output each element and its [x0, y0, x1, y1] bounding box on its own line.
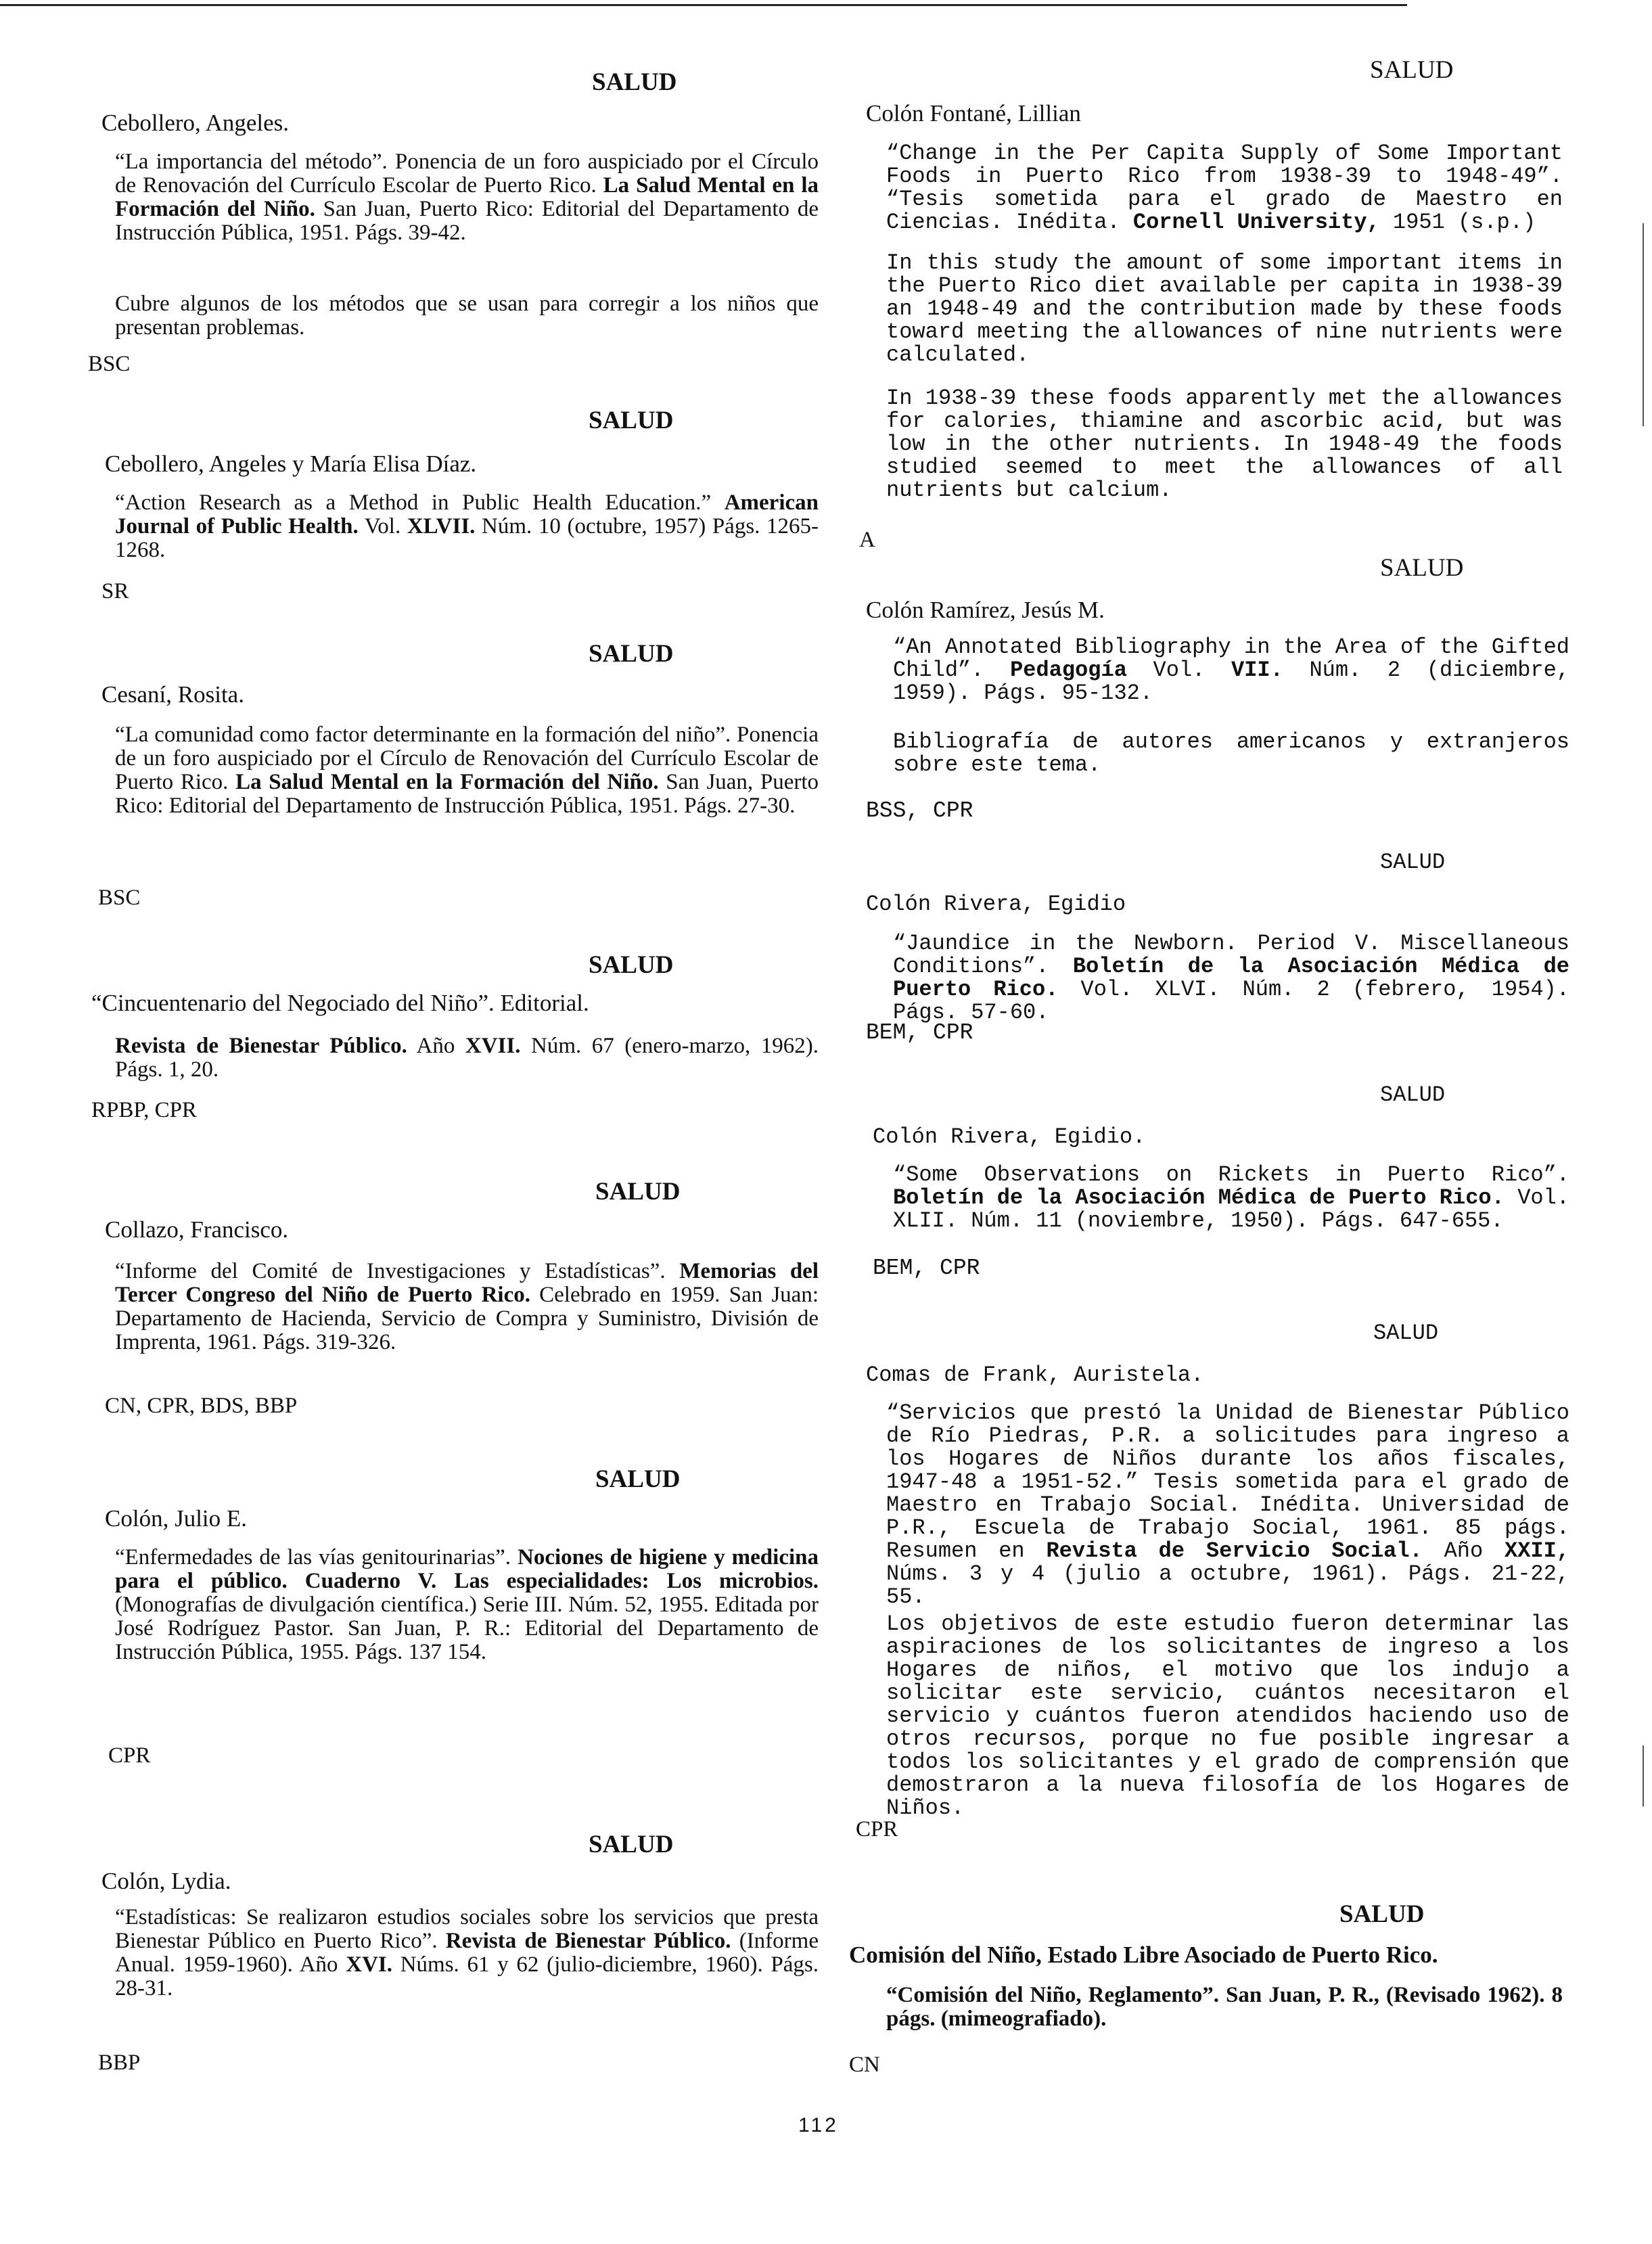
library-code: CPR: [108, 1743, 151, 1768]
citation-segment: Boletín de la Asociación Médica de Puerto Rico.: [893, 1185, 1505, 1210]
citation-segment: VII.: [1231, 658, 1283, 683]
entry-citation: [893, 636, 1569, 705]
entry-citation: [115, 1034, 819, 1082]
entry-author: Colón Fontané, Lillian: [866, 100, 1081, 127]
entry-abstract: Bibliografía de autores americanos y extranjeros sobre este tema.: [893, 729, 1569, 777]
entry-citation: [115, 1906, 819, 2000]
entry-citation: [115, 1546, 819, 1664]
citation-segment: Revista de Bienestar Público.: [115, 1034, 407, 1058]
citation-segment: Pedagogía: [1010, 658, 1127, 683]
citation-segment: XLVII.: [407, 514, 476, 539]
subject-heading: SALUD: [1380, 554, 1464, 582]
citation-segment: Vol.: [358, 514, 407, 539]
citation-segment: Año: [407, 1034, 465, 1058]
citation-segment: “La importancia del método”. Ponencia de un foro auspiciado por el Círculo de Renovación del Currículo Escolar de Puerto Rico.: [115, 150, 819, 198]
entry-citation: [115, 723, 819, 818]
citation-segment: “Servicios que prestó la Unidad de Bienestar Público de Río Piedras, P.R. a solicitudes para ingreso a los Hogares de Niños durante los años fiscales, 1947-48 a 1951-52.” Tesis sometida para el grado de Maestro en Trabajo Social. Inédita. Universidad de P.R., Escuela de Trabajo Social, 1961. 85 págs. Resumen en: [886, 1400, 1569, 1563]
entry-citation: [115, 150, 819, 245]
citation-segment: “Informe del Comité de Investigaciones y Estadísticas”.: [115, 1259, 680, 1283]
citation-segment: Vol. XLII. Núm. 11 (noviembre, 1950). Págs. 647-655.: [893, 1185, 1570, 1233]
entry-citation: [886, 1984, 1563, 2031]
citation-segment: Nociones de higiene y medicina para el público. Cuaderno V. Las especialidades: Los microbios.: [115, 1545, 819, 1593]
citation-segment: XVII.: [465, 1034, 521, 1058]
subject-heading: SALUD: [592, 68, 677, 96]
entry-author: “Cincuentenario del Negociado del Niño”. Editorial.: [91, 990, 589, 1016]
entry-author: Cebollero, Angeles.: [101, 110, 290, 136]
margin-mark: [1643, 1745, 1644, 1806]
entry-author: Collazo, Francisco.: [105, 1216, 289, 1243]
subject-heading: SALUD: [1380, 850, 1446, 875]
top-rule: [0, 4, 1407, 6]
subject-heading: SALUD: [589, 1831, 674, 1858]
entry-author: Colón Rivera, Egidio.: [873, 1124, 1146, 1149]
citation-segment: Núm. 2 (diciembre, 1959). Págs. 95-132.: [893, 658, 1570, 706]
citation-segment: “An Annotated Bibliography in the Area of the Gifted Child”.: [893, 635, 1569, 683]
subject-heading: SALUD: [595, 1178, 681, 1206]
citation-segment: Núm. 67 (enero-marzo, 1962). Págs. 1, 20.: [115, 1034, 819, 1082]
citation-segment: Revista de Bienestar Público.: [445, 1929, 731, 1953]
citation-segment: San Juan, Puerto Rico: Editorial del Departamento de Instrucción Pública, 1951. Págs. 27-30.: [115, 770, 819, 818]
citation-segment: American Journal of Public Health.: [115, 490, 819, 539]
citation-segment: (Informe Anual. 1959-1960). Año: [115, 1929, 819, 1977]
margin-mark: [1643, 223, 1644, 426]
entry-citation: [893, 1164, 1569, 1233]
citation-segment: “Comisión del Niño, Reglamento”. San Juan, P. R., (Revisado 1962). 8 págs. (mimeografiado).: [886, 1983, 1563, 2031]
citation-segment: “Estadísticas: Se realizaron estudios sociales sobre los servicios que presta Bienestar Público en Puerto Rico”.: [115, 1905, 819, 1953]
subject-heading: SALUD: [589, 407, 674, 434]
citation-segment: San Juan, Puerto Rico: Editorial del Departamento de Instrucción Pública, 1951. Págs. 39-42.: [115, 197, 819, 245]
subject-heading: SALUD: [1373, 1321, 1439, 1346]
library-code: BEM, CPR: [866, 1020, 973, 1045]
subject-heading: SALUD: [1370, 56, 1454, 84]
citation-segment: Memorias del Tercer Congreso del Niño de Puerto Rico.: [115, 1259, 819, 1307]
entry-citation: [893, 932, 1569, 1024]
citation-segment: La Salud Mental en la Formación del Niño.: [115, 173, 819, 221]
citation-segment: Vol. XLVI. Núm. 2 (febrero, 1954). Págs. 57-60.: [893, 977, 1569, 1025]
subject-heading: SALUD: [589, 640, 674, 668]
entry-author: Comas de Frank, Auristela.: [866, 1363, 1204, 1388]
library-code: SR: [101, 579, 129, 603]
citation-segment: (Monografías de divulgación científica.) Serie III. Núm. 52, 1955. Editada por José Rodríguez Pastor. San Juan, P. R.: Editorial del Departamento de Instrucción Pública, 1955. Págs. 137 154.: [115, 1593, 819, 1664]
citation-segment: Núms. 3 y 4 (julio a octubre, 1961). Págs. 21-22, 55.: [886, 1561, 1569, 1609]
citation-segment: Boletín de la Asociación Médica de Puerto Rico.: [893, 954, 1570, 1002]
entry-author: Colón, Lydia.: [101, 1868, 231, 1894]
citation-segment: “Some Observations on Rickets in Puerto Rico”.: [893, 1162, 1569, 1187]
citation-segment: Revista de Servicio Social.: [1046, 1538, 1423, 1563]
citation-segment: “Action Research as a Method in Public Health Education.”: [115, 490, 725, 515]
entry-citation: [115, 1260, 819, 1354]
library-code: A: [859, 528, 875, 552]
citation-segment: XXII,: [1505, 1538, 1570, 1563]
library-code: BSC: [88, 352, 131, 376]
citation-segment: Núms. 61 y 62 (julio-diciembre, 1960). Págs. 28-31.: [115, 1952, 819, 2000]
entry-author: Colón Rivera, Egidio: [866, 892, 1126, 917]
subject-heading: SALUD: [595, 1465, 681, 1493]
library-code: BSS, CPR: [866, 798, 973, 823]
entry-abstract: In this study the amount of some important items in the Puerto Rico diet available per capita in 1938-39 an 1948-49 and the contribution made by these foods toward meeting the allowances of nine nutrients were calculated.: [886, 250, 1563, 367]
library-code: CPR: [856, 1817, 898, 1841]
citation-segment: Vol.: [1126, 658, 1232, 683]
entry-author: Colón Ramírez, Jesús M.: [866, 597, 1105, 623]
entry-abstract: In 1938-39 these foods apparently met the allowances for calories, thiamine and ascorbic acid, but was low in the other nutrients. In 1948-49 the foods studied seemed to meet the allowances of all nutrients but calcium.: [886, 386, 1563, 503]
library-code: BEM, CPR: [873, 1256, 980, 1281]
entry-abstract: Cubre algunos de los métodos que se usan para corregir a los niños que presentan problemas.: [115, 292, 819, 340]
entry-author: Cesaní, Rosita.: [101, 681, 244, 708]
subject-heading: SALUD: [1339, 1900, 1425, 1928]
library-code: CN, CPR, BDS, BBP: [105, 1394, 298, 1418]
subject-heading: SALUD: [1380, 1082, 1446, 1107]
entry-citation: [886, 142, 1563, 234]
entry-abstract: Los objetivos de este estudio fueron determinar las aspiraciones de los solicitantes de ingreso a los Hogares de niños, el motivo que los indujo a solicitar este servicio, cuántos necesitaron el servicio y cuántos fueron atendidos haciendo uso de otros recursos, porque no fue posible ingresar a todos los solicitantes y el grado de comprensión que demostraron a la nueva filosofía de los Hogares de Niños.: [886, 1611, 1569, 1821]
page-number: 112: [798, 2114, 839, 2136]
entry-author: Colón, Julio E.: [105, 1505, 248, 1532]
library-code: CN: [849, 2053, 880, 2077]
entry-citation: [115, 491, 819, 562]
citation-segment: La Salud Mental en la Formación del Niño.: [235, 770, 659, 794]
citation-segment: Celebrado en 1959. San Juan: Departamento de Hacienda, Servicio de Compra y Suministro, División de Imprenta, 1961. Págs. 319-326.: [115, 1283, 819, 1354]
entry-author: Cebollero, Angeles y María Elisa Díaz.: [105, 451, 477, 477]
library-code: BBP: [98, 2051, 141, 2075]
citation-segment: Año: [1422, 1538, 1505, 1563]
citation-segment: “La comunidad como factor determinante en la formación del niño”. Ponencia de un foro auspiciado por el Círculo de Renovación del Currículo Escolar de Puerto Rico.: [115, 723, 819, 794]
library-code: BSC: [98, 886, 141, 910]
library-code: RPBP, CPR: [91, 1098, 197, 1122]
entry-citation: [886, 1402, 1569, 1609]
citation-segment: “Change in the Per Capita Supply of Some Important Foods in Puerto Rico from 1938-39 to 1948-49”. “Tesis sometida para el grado de Maestro en Ciencias. Inédita.: [886, 141, 1563, 235]
subject-heading: SALUD: [589, 951, 674, 979]
entry-author: Comisión del Niño, Estado Libre Asociado de Puerto Rico.: [849, 1942, 1438, 1968]
citation-segment: “Enfermedades de las vías genitourinarias”.: [115, 1545, 518, 1570]
citation-segment: Núm. 10 (octubre, 1957) Págs. 1265-1268.: [115, 514, 819, 562]
citation-segment: Cornell University,: [1132, 210, 1380, 235]
citation-segment: XVI.: [346, 1952, 393, 1977]
citation-segment: 1951 (s.p.): [1379, 210, 1536, 235]
citation-segment: “Jaundice in the Newborn. Period V. Miscellaneous Conditions”.: [893, 931, 1569, 979]
